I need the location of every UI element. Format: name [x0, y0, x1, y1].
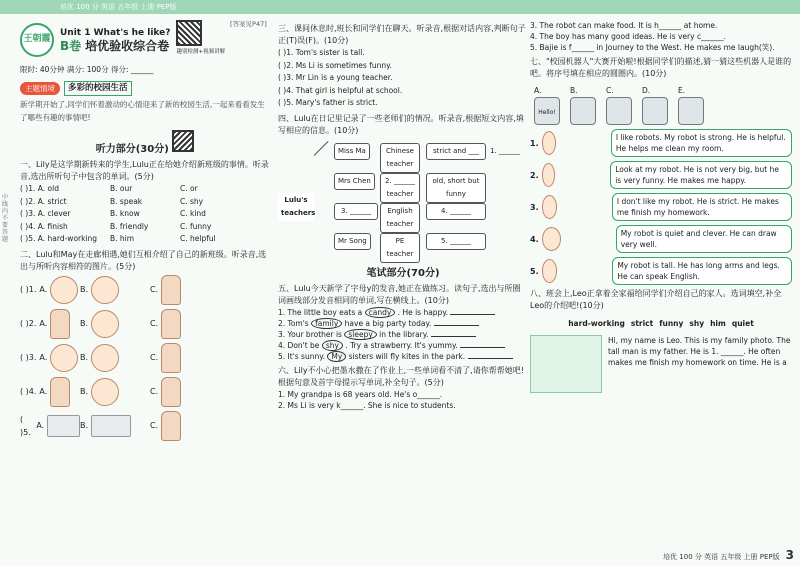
answer-reference: [答案见P47] [230, 20, 267, 28]
person-picture-icon [161, 309, 181, 339]
description-row [530, 161, 792, 189]
exam-title [60, 40, 170, 53]
person-picture-icon [161, 377, 181, 407]
q5-item[interactable]: 3. Your brother is sleepy in the library. [278, 329, 528, 340]
robot-icon [678, 97, 704, 125]
listening-title: 听力部分(30分) [20, 130, 270, 156]
option-b[interactable]: B. him [110, 234, 135, 243]
choice-label: C. [150, 353, 159, 362]
teacher-diagram [278, 141, 528, 261]
q5-item[interactable]: 2. Tom's family have a big party today. [278, 318, 528, 329]
choice-number: ( )4. [20, 387, 37, 396]
topic-badge: 主题情境 [20, 82, 60, 95]
option-row [20, 183, 270, 196]
speech-bubble: My robot is tall. He has long arms and legs. He can speak English. [612, 257, 792, 285]
option-a[interactable]: ( )1. A. old [20, 184, 59, 193]
word-bank-item: him [710, 319, 726, 328]
diagram-box-teacher: 2. ______ teacher [380, 173, 420, 203]
choice-cell[interactable] [20, 341, 80, 375]
circled-word: My [327, 351, 346, 362]
tf-item[interactable]: ( )2. Ms Li is sometimes funny. [278, 60, 392, 70]
person-picture-icon [50, 344, 78, 372]
diagram-box-pe: PE teacher [380, 233, 420, 263]
option-c[interactable]: C. shy [180, 196, 204, 206]
option-c[interactable]: C. helpful [180, 234, 216, 243]
option-row [20, 196, 270, 209]
option-row [20, 208, 270, 221]
q5-item[interactable]: 4. Don't be shy . Try a strawberry. It's yummy. [278, 340, 528, 351]
q2-pictures [20, 273, 270, 443]
student-icon [542, 163, 556, 187]
b-label: B卷 [60, 38, 82, 53]
option-b[interactable]: B. speak [110, 196, 143, 206]
diagram-line [314, 141, 329, 156]
option-a[interactable]: ( )5. A. hard-working [20, 234, 98, 243]
choice-number: ( )3. [20, 353, 37, 362]
robot-e: E. [678, 84, 704, 125]
tf-item[interactable]: ( )3. Mr Lin is a young teacher. [278, 73, 393, 82]
robot-icon [606, 97, 632, 125]
choice-label: A. [39, 285, 48, 294]
q8-prompt: 八、班会上,Leo正拿着全家福给同学们介绍自己的家人。选词填空,补全Leo的介绍吧!(10分) [530, 289, 782, 310]
diagram-box-english: English teacher [380, 203, 420, 233]
diagram-box-fill5: 5. ______ [426, 233, 486, 250]
picture-row [20, 273, 270, 307]
choice-number: ( )2. [20, 319, 37, 328]
choice-label: A. [36, 421, 45, 430]
student-icon [542, 259, 558, 283]
q3-prompt: 三、课间休息时,班长和同学们在聊天。听录音,根据对话内容,判断句子正(T)误(F)。(10分) [278, 24, 526, 45]
choice-cell[interactable] [80, 307, 150, 341]
sidebar-text: 中 线 内 不 要 答 题 [2, 194, 9, 243]
choice-number: ( )5. [20, 414, 31, 437]
student-icon [542, 131, 556, 155]
robot-a: A. Hello! [534, 84, 560, 125]
item-number: 2. [530, 170, 539, 180]
q7-prompt: 七、"校园机器人"大赛开始啦!根据同学们的描述,猜一猜这些机器人是谁的吧。将序号填在相应的圆圈内。(10分) [530, 57, 792, 78]
unit-title: Unit 1 What's he like? [60, 27, 171, 38]
q5-items [278, 307, 528, 362]
diagram-box-strict: strict and ___ [426, 143, 486, 160]
option-c[interactable]: C. or [180, 184, 198, 193]
choice-cell[interactable] [150, 341, 220, 375]
diagram-box-miss-ma: Miss Ma [334, 143, 370, 160]
choice-cell[interactable] [150, 409, 220, 443]
choice-cell[interactable] [80, 375, 150, 409]
hello-bubble: Hello! [538, 109, 556, 116]
diagram-box-chinese: Chinese teacher [380, 143, 420, 173]
choice-cell[interactable] [80, 341, 150, 375]
person-picture-icon [91, 310, 119, 338]
title-text: 培优验收综合卷 [85, 38, 170, 53]
picture-row [20, 375, 270, 409]
right-column [530, 20, 792, 393]
person-picture-icon [91, 344, 119, 372]
title-block [60, 27, 170, 53]
choice-cell[interactable] [150, 375, 220, 409]
circled-word: family [311, 318, 342, 329]
option-b[interactable]: B. our [110, 184, 133, 193]
person-picture-icon [91, 415, 131, 437]
answer-blank[interactable] [460, 347, 505, 348]
speech-bubble: My robot is quiet and clever. He can draw very well. [616, 225, 792, 253]
topic-title: 多彩的校园生活 [64, 81, 132, 96]
q8-text: Hi, my name is Leo. This is my family photo. The tall man is my father. He is 1. ______. He often makes me finish my homework on time. He is a [608, 336, 791, 367]
tf-item[interactable]: ( )1. Tom's sister is tall. [278, 48, 365, 57]
word-bank-item: quiet [731, 319, 754, 328]
q7-descriptions [530, 129, 792, 285]
item-number: 3. [530, 202, 539, 212]
choice-cell[interactable] [150, 307, 220, 341]
item-number: 5. [530, 266, 539, 276]
robot-pictures [534, 84, 792, 125]
option-row [20, 233, 270, 246]
person-picture-icon [161, 343, 181, 373]
choice-label: B. [80, 285, 89, 294]
robot-icon [534, 97, 560, 125]
q4-prompt: 四、Lulu在日记里记录了一些老师们的情况。听录音,根据短文内容,填写相应的信息。(10分) [278, 113, 524, 135]
page-number: 3 [785, 548, 794, 562]
speech-bubble: Look at my robot. He is not very big, but he is very funny. He makes me happy. [610, 161, 792, 189]
q1-options [20, 183, 270, 246]
robot-d: D. [642, 84, 668, 125]
middle-column [278, 20, 528, 411]
robot-icon [570, 97, 596, 125]
word-bank-item: funny [659, 319, 684, 328]
answer-blank[interactable] [434, 325, 479, 326]
choice-cell[interactable] [20, 307, 80, 341]
circled-word: candy [365, 307, 396, 318]
footer: 培优 100 分 英语 五年级 上册 PEP版 3 [663, 548, 794, 562]
qr-small-icon[interactable] [172, 130, 194, 152]
q6-item-1[interactable]: 1. My grandpa is 68 years old. He's o______. [278, 389, 443, 399]
fill-2: 2. ______ [385, 176, 415, 185]
speech-bubble: I don't like my robot. He is strict. He makes me finish my homework. [612, 193, 792, 221]
answer-blank[interactable] [431, 336, 476, 337]
answer-blank[interactable] [468, 358, 513, 359]
student-icon [542, 227, 561, 251]
choice-label: B. [80, 387, 89, 396]
family-photo-icon [530, 335, 602, 393]
choice-label: B. [80, 319, 89, 328]
choice-cell[interactable] [80, 409, 150, 443]
person-picture-icon [91, 276, 119, 304]
q6-prompt: 六、Lily不小心把墨水撒在了作业上,一些单词看不清了,请你帮帮她吧!根据句意及首字母提示写单词,补全句子。(5分) [278, 365, 524, 387]
option-row [20, 221, 270, 234]
item-number: 1. [530, 138, 539, 148]
choice-cell[interactable] [20, 409, 80, 443]
student-icon [542, 195, 557, 219]
choice-cell[interactable] [80, 273, 150, 307]
fill-1[interactable]: 1. ______ [490, 146, 520, 155]
option-a[interactable]: ( )4. A. finish [20, 221, 68, 231]
choice-number: ( )1. [20, 285, 37, 294]
person-picture-icon [50, 377, 70, 407]
item-number: 4. [530, 234, 539, 244]
word-bank-item: shy [689, 319, 705, 328]
person-picture-icon [91, 378, 119, 406]
written-title: 笔试部分(70分) [366, 267, 440, 279]
q5-prompt: 五、Lulu今天新学了字母y的发音,她正在做练习。读句子,选出与所圈词画线部分发音相同的单词,写在横线上。(10分) [278, 283, 521, 305]
option-b[interactable]: B. know [110, 209, 140, 218]
diagram-center: Lulu's teachers [278, 193, 314, 221]
q8-passage [530, 335, 792, 368]
picture-row [20, 307, 270, 341]
choice-label: B. [80, 421, 89, 430]
q6-item-4[interactable]: 4. The boy has many good ideas. He is very c______. [530, 32, 726, 41]
robot-icon [642, 97, 668, 125]
diagram-box-mr-song: Mr Song [334, 233, 371, 250]
word-bank-item: hard-working [568, 319, 625, 328]
choice-cell[interactable] [150, 273, 220, 307]
option-c[interactable]: C. funny [180, 221, 212, 231]
option-a[interactable]: ( )2. A. strict [20, 196, 67, 206]
diagram-box-mrs-chen: Mrs Chen [334, 173, 375, 190]
exam-meta: 限时: 40分钟 满分: 100分 得分: ______ [20, 65, 154, 74]
choice-label: C. [150, 319, 159, 328]
speech-bubble: I like robots. My robot is strong. He is helpful. He helps me clean my room. [611, 129, 792, 157]
left-column [20, 20, 270, 443]
picture-row [20, 409, 270, 443]
q6-item-3[interactable]: 3. The robot can make food. It is h______ at home. [530, 21, 718, 30]
answer-blank[interactable] [450, 314, 495, 315]
top-strip: 培优 100 分 英语 五年级 上册 PEP版 [60, 3, 177, 11]
tf-item[interactable]: ( )5. Mary's father is strict. [278, 98, 378, 107]
q5-item[interactable]: 1. The little boy eats a candy . He is happy. [278, 307, 528, 318]
choice-label: C. [150, 387, 159, 396]
word-bank-item: strict [630, 319, 654, 328]
qr-code-icon[interactable] [176, 20, 202, 46]
description-row [530, 225, 792, 253]
qr-label: 趣别检测+视频讲解 [176, 49, 226, 55]
person-picture-icon [161, 275, 181, 305]
q2-prompt: 二、Lulu和May在走廊相遇,她们互相介绍了自己的新班级。听录音,选出与所听内容相符的图片。(5分) [20, 249, 267, 271]
q6-item-5[interactable]: 5. Bajie is f______ in Journey to the West. He makes me laugh(笑). [530, 43, 775, 52]
topic-row [20, 81, 270, 96]
choice-label: A. [39, 387, 48, 396]
choice-label: A. [39, 353, 48, 362]
qr-block[interactable] [176, 20, 225, 59]
choice-label: B. [80, 353, 89, 362]
choice-label: C. [150, 285, 159, 294]
diagram-box-fill4: 4. ______ [426, 203, 486, 220]
topic-intro: 新学期开始了,同学们怀着激动的心情迎来了新的校园生活,一起来看看发生了哪些有趣的事情吧! [20, 100, 265, 122]
q1-prompt: 一、Lily是这学期新转来的学生,Lulu正在给她介绍新班级的事情。听录音,选出所听句子中包含的单词。(5分) [20, 160, 269, 181]
diagram-box-old: old, short but funny [426, 173, 486, 203]
option-c[interactable]: C. kind [180, 209, 206, 218]
person-picture-icon [47, 415, 80, 437]
tf-item[interactable]: ( )4. That girl is helpful at school. [278, 85, 403, 95]
robot-c: C. [606, 84, 632, 125]
choice-cell[interactable] [20, 375, 80, 409]
choice-label: C. [150, 421, 159, 430]
q5-item[interactable]: 5. It's sunny. My sisters will fly kites in the park. [278, 351, 528, 362]
robot-b: B. [570, 84, 596, 125]
option-a[interactable]: ( )3. A. clever [20, 209, 71, 218]
person-picture-icon [50, 276, 78, 304]
option-b[interactable]: B. friendly [110, 221, 149, 231]
description-row [530, 193, 792, 221]
logo-icon: 王朝霞 [20, 23, 54, 57]
word-bank [530, 317, 792, 330]
circled-word: sleepy [344, 329, 376, 340]
description-row [530, 129, 792, 157]
choice-label: A. [39, 319, 48, 328]
person-picture-icon [161, 411, 181, 441]
choice-cell[interactable] [20, 273, 80, 307]
q6-item-2[interactable]: 2. Ms Li is very k______. She is nice to students. [278, 400, 456, 410]
person-picture-icon [50, 309, 70, 339]
q3-items [278, 47, 528, 110]
diagram-box-fill3: 3. ______ [334, 203, 378, 220]
picture-row [20, 341, 270, 375]
description-row [530, 257, 792, 285]
circled-word: shy [322, 340, 343, 351]
